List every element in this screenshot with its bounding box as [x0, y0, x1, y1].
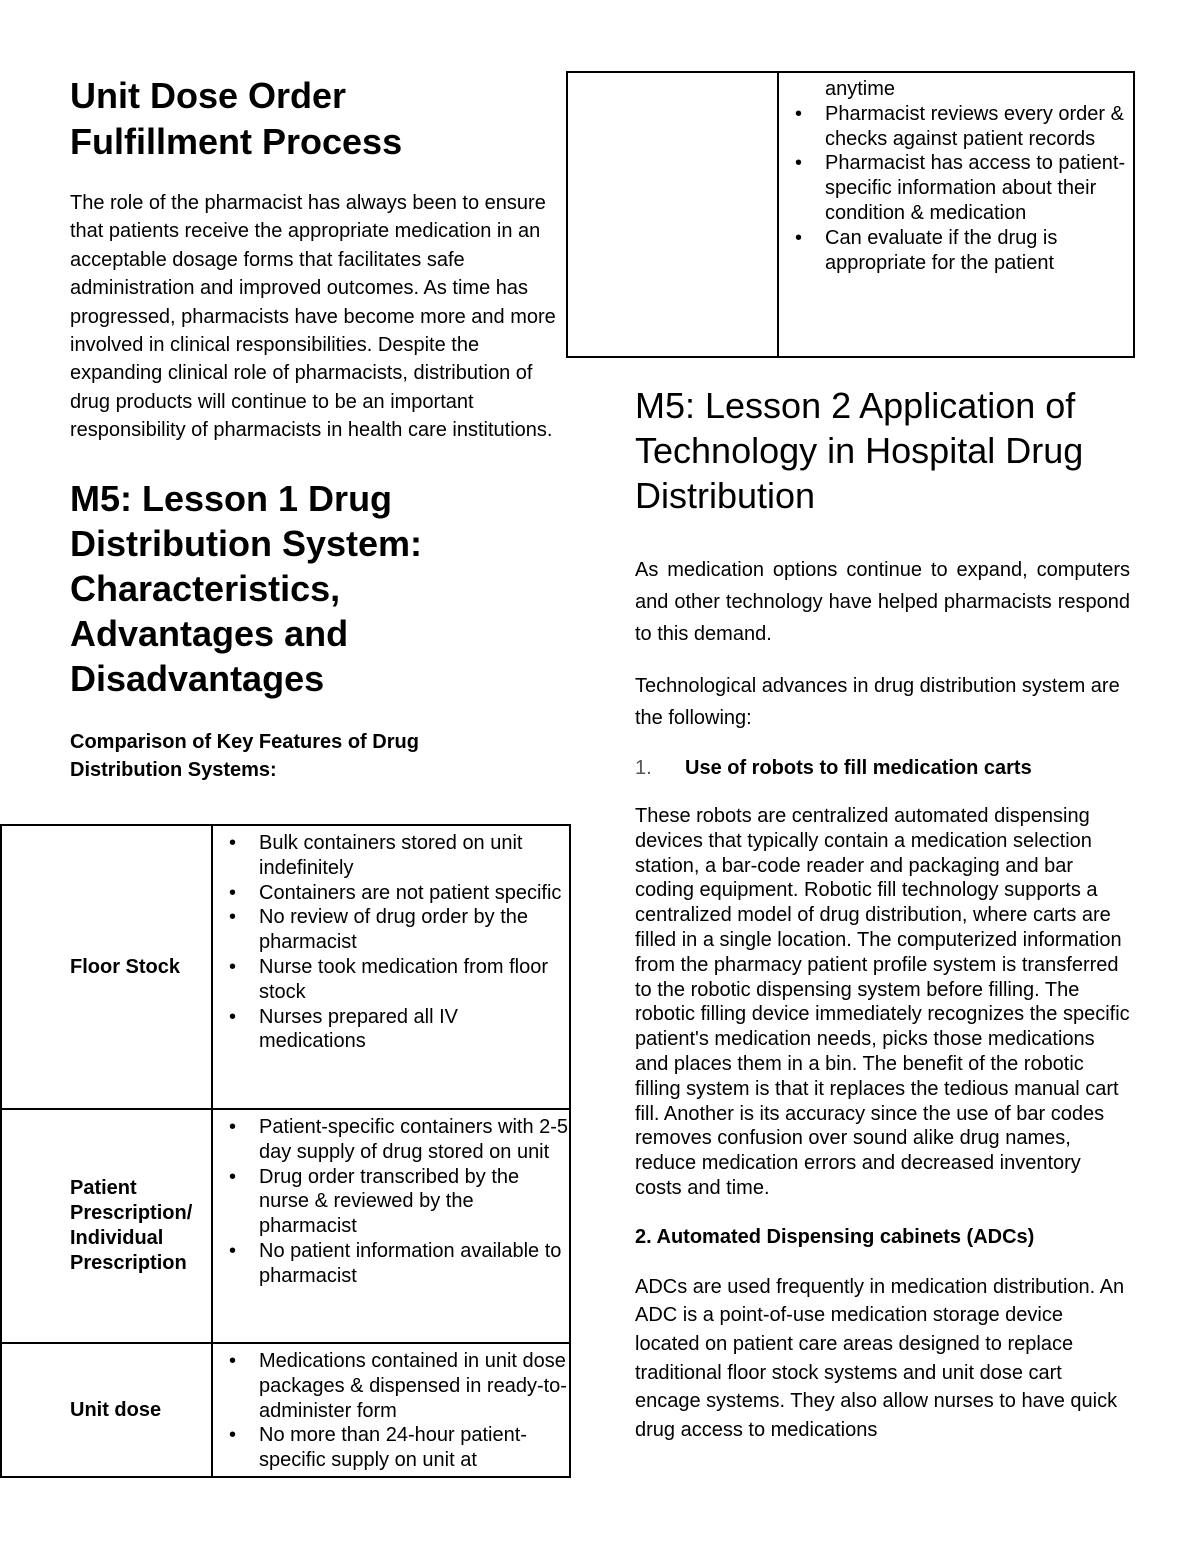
list-item: • Pharmacist has access to patient-specific information about their condition & medication — [825, 151, 1133, 225]
numbered-heading-1 — [635, 754, 1130, 782]
list-item: • Patient-specific containers with 2-5 day supply of drug stored on unit — [259, 1115, 569, 1165]
list-item: • Can evaluate if the drug is appropriate for the patient — [825, 226, 1133, 276]
item-heading: Use of robots to fill medication carts — [685, 757, 1032, 779]
lesson2-paragraph-1: As medication options continue to expand, computers and other technology have helped pharmacists respond to this demand. — [635, 559, 1130, 645]
list-item: • No more than 24-hour patient-specific supply on unit at — [259, 1423, 569, 1473]
list-item: • Medications contained in unit dose packages & dispensed in ready-to-administer form — [259, 1349, 569, 1423]
lesson2-title: M5: Lesson 2 Application of Technology in Hospital Drug Distribution — [635, 385, 1084, 516]
list-item: • Nurse took medication from floor stock — [259, 955, 569, 1005]
intro-title-line1: Unit Dose Order — [70, 75, 347, 116]
row-items-patient-prescription — [212, 1109, 570, 1343]
lesson2-paragraph-2: Technological advances in drug distribution system are the following: — [635, 675, 1120, 729]
intro-title — [70, 73, 558, 165]
list-item: • Containers are not patient specific — [259, 881, 569, 906]
table-row — [1, 825, 570, 1109]
item-number: 1. — [635, 757, 652, 779]
robots-paragraph: These robots are centralized automated dispensing devices that typically contain a medication selection station, a bar-code reader and packaging and bar coding equipment. Robotic fill technology supports a centralized model of drug distribution, where carts are filled in a single location. The computerized information from the pharmacy patient profile system is transferred to the robotic dispensing system before filling. The robotic filling device immediately recognizes the specific patient's medication needs, picks those medications and places them in a bin. The benefit of the robotic filling system is that it replaces the tedious manual cart fill. Another is its accuracy since the use of bar codes removes confusion over sound alike drug names, reduce medication errors and decreased inventory costs and time. — [635, 805, 1130, 1199]
row-items-unit-dose-continued — [778, 72, 1134, 357]
numbered-heading-2: 2. Automated Dispensing cabinets (ADCs) — [635, 1225, 1035, 1248]
list-item: • No patient information available to pharmacist — [259, 1239, 569, 1289]
list-item: • Nurses prepared all IV medications — [259, 1005, 569, 1055]
distribution-table-continued — [566, 71, 1135, 358]
lesson1-title: M5: Lesson 1 Drug Distribution System: Characteristics, Advantages and Disadvantages — [70, 477, 423, 699]
row-items-unit-dose — [212, 1343, 570, 1477]
distribution-table — [0, 824, 571, 1478]
table-row — [567, 72, 1134, 357]
row-label-floor-stock: Floor Stock — [1, 825, 212, 1109]
continued-text: anytime — [825, 78, 896, 100]
list-item: • No review of drug order by the pharmacist — [259, 905, 569, 955]
table-row — [1, 1109, 570, 1343]
table-caption: Comparison of Key Features of Drug Distribution Systems: — [70, 730, 419, 781]
table-row — [1, 1343, 570, 1477]
intro-paragraph: The role of the pharmacist has always been to ensure that patients receive the appropriate medication in an acceptable dosage forms that facilitates safe administration and improved outcomes. As time has progressed, pharmacists have become more and more involved in clinical responsibilities. Despite the expanding clinical role of pharmacists, distribution of drug products will continue to be an important responsibility of pharmacists in health care institutions. — [70, 192, 556, 442]
intro-title-line2: Fulfillment Process — [70, 121, 403, 162]
empty-label-cell — [567, 72, 778, 357]
right-column — [635, 383, 1130, 1444]
left-column — [70, 73, 558, 784]
list-item: • Drug order transcribed by the nurse & reviewed by the pharmacist — [259, 1165, 569, 1239]
adc-paragraph: ADCs are used frequently in medication distribution. An ADC is a point-of-use medication storage device located on patient care areas designed to replace traditional floor stock systems and unit dose cart encage systems. They also allow nurses to have quick drug access to medications — [635, 1275, 1125, 1441]
row-label-patient-prescription: Patient Prescription/ Individual Prescription — [1, 1109, 212, 1343]
list-item: • Pharmacist reviews every order & checks against patient records — [825, 102, 1133, 152]
row-items-floor-stock — [212, 825, 570, 1109]
row-label-unit-dose: Unit dose — [1, 1343, 212, 1477]
list-item: • Bulk containers stored on unit indefinitely — [259, 831, 569, 881]
